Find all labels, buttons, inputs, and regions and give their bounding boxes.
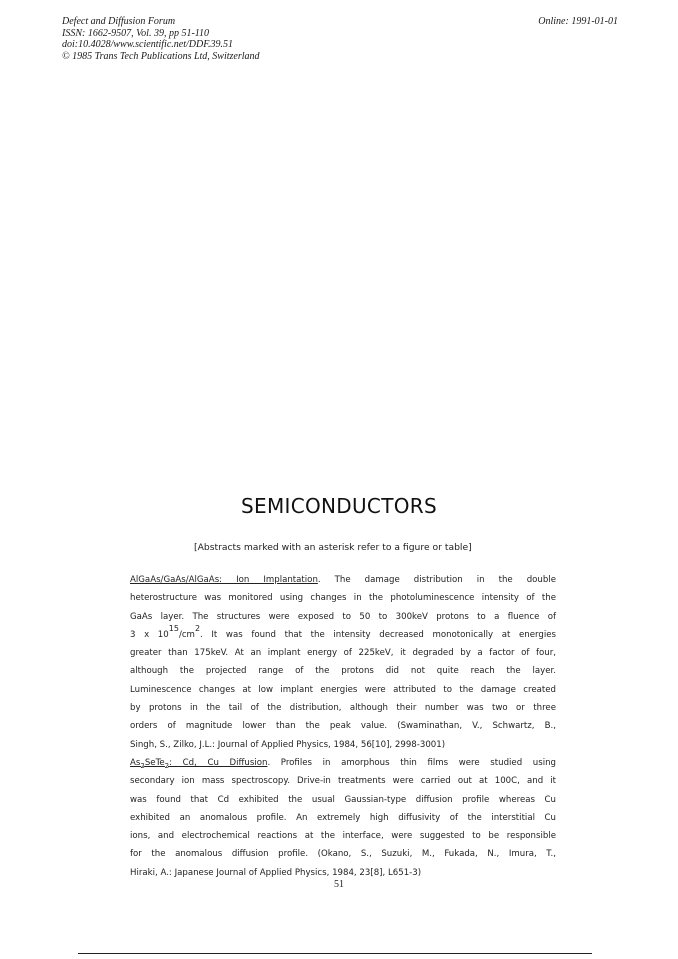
- abstract-line: [130, 754, 556, 772]
- abstract-algaas: [130, 571, 556, 754]
- section-title: SEMICONDUCTORS: [241, 494, 437, 518]
- copyright-line: © 1985 Trans Tech Publications Ltd, Switzerland: [62, 50, 260, 62]
- online-date: Online: 1991-01-01: [538, 16, 618, 27]
- abstract-line: secondary ion mass spectroscopy. Drive-in treatments were carried out at 100C, and it: [130, 776, 556, 787]
- fluence-exponent: 15: [168, 623, 179, 633]
- abstract-line: although the projected range of the protons did not quite reach the layer.: [130, 666, 556, 677]
- footer-rule: [78, 953, 592, 954]
- abstract-line: heterostructure was monitored using changes in the photoluminescence intensity of the: [130, 593, 556, 604]
- abstract-line: Hiraki, A.: Japanese Journal of Applied Physics, 1984, 23[8], L651-3): [130, 867, 422, 878]
- heading-part: : Cd, Cu Diffusion: [169, 758, 268, 768]
- page-number: 51: [334, 879, 344, 890]
- heading-subscript: 2: [164, 762, 170, 770]
- abstract-line: for the anomalous diffusion profile. (Okano, S., Suzuki, M., Fukada, N., Imura, T.,: [130, 849, 556, 860]
- abstract-line: GaAs layer. The structures were exposed to 50 to 300keV protons to a fluence of: [130, 611, 556, 622]
- abstract-line: greater than 175keV. At an implant energy of 225keV, it degraded by a factor of four,: [130, 648, 556, 659]
- heading-part: As: [130, 758, 141, 768]
- abstract-heading: AlGaAs/GaAs/AlGaAs: Ion Implantation: [130, 575, 318, 585]
- section-subtitle: [Abstracts marked with an asterisk refer to a figure or table]: [194, 542, 472, 553]
- abstract-heading: [130, 758, 267, 768]
- fluence-base: 3 x 10: [130, 629, 169, 640]
- abstract-text: . The damage distribution in the double: [317, 575, 556, 585]
- abstract-text: . Profiles in amorphous thin films were studied using: [267, 758, 557, 768]
- journal-name: Defect and Diffusion Forum: [62, 16, 176, 27]
- abstract-line: exhibited an anomalous profile. An extremely high diffusivity of the interstitial Cu: [130, 812, 556, 823]
- heading-subscript: 2: [140, 762, 145, 770]
- abstract-line: ions, and electrochemical reactions at the interface, were suggested to be responsible: [130, 831, 556, 842]
- issn-line: ISSN: 1662-9507, Vol. 39, pp 51-110: [62, 27, 210, 39]
- journal-header: [62, 16, 618, 62]
- abstract-line: by protons in the tail of the distribution, although their number was two or three: [130, 703, 556, 714]
- abstract-line: Luminescence changes at low implant energies were attributed to the damage created: [130, 684, 556, 695]
- abstract-line: was found that Cd exhibited the usual Gaussian-type diffusion profile whereas Cu: [130, 794, 556, 805]
- abstract-line: [130, 571, 556, 589]
- fluence-unit: /cm: [178, 629, 195, 640]
- doi-line: doi:10.4028/www.scientific.net/DDF.39.51: [62, 39, 234, 50]
- abstract-as2sete2: [130, 754, 556, 882]
- abstract-text: . It was found that the intensity decreased monotonically at energies: [200, 629, 557, 640]
- abstract-line: orders of magnitude lower than the peak value. (Swaminathan, V., Schwartz, B.,: [130, 721, 556, 732]
- fluence-unit-exponent: 2: [194, 623, 201, 633]
- abstract-line: [130, 623, 557, 644]
- heading-part: SeTe: [144, 758, 165, 768]
- abstract-line: Singh, S., Zilko, J.L.: Journal of Applied Physics, 1984, 56[10], 2998-3001): [130, 739, 446, 750]
